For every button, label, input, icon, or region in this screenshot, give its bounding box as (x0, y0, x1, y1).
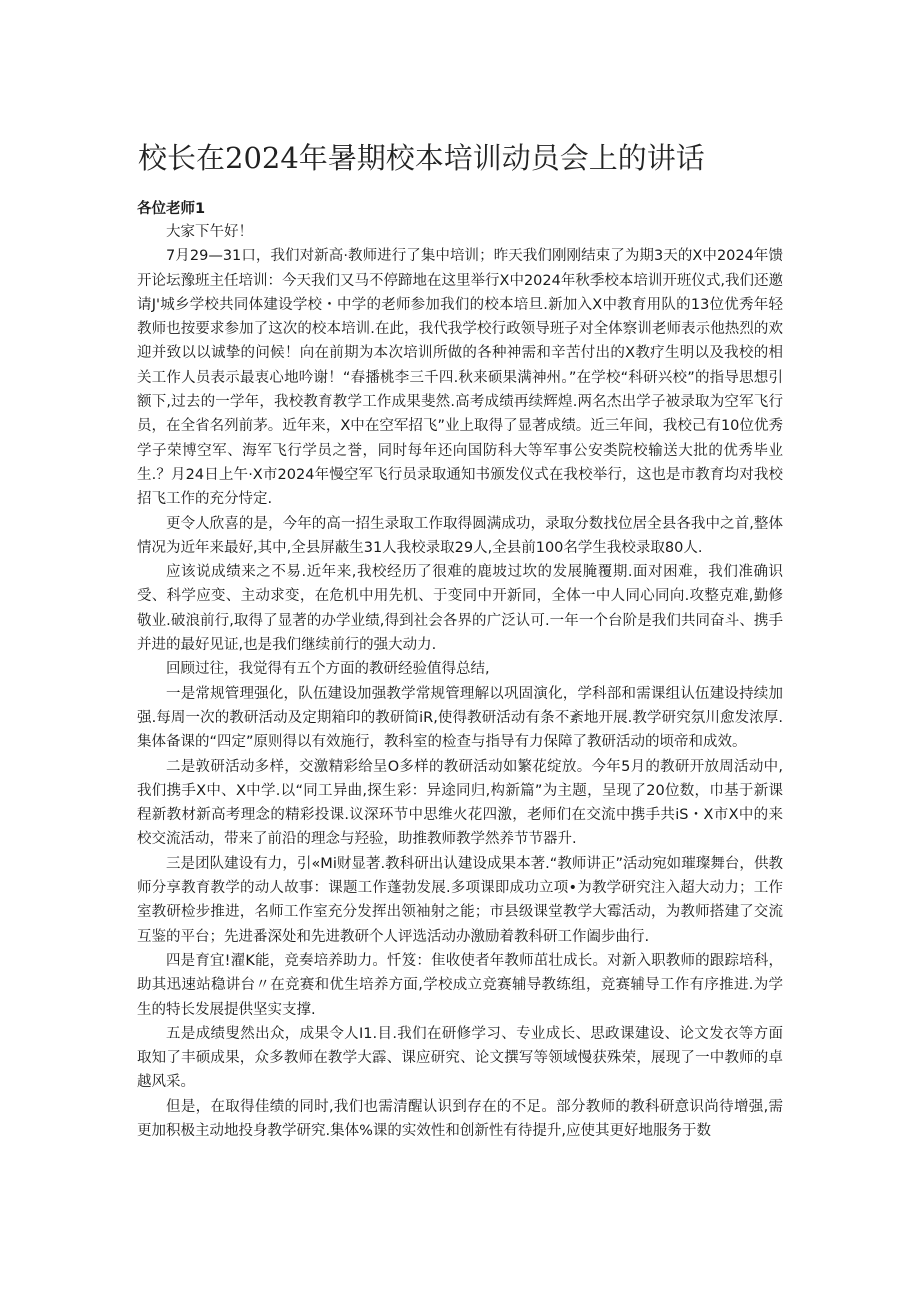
paragraph-point-five: 五是成绩叟然出众，成果令人I1.目.我们在研修学习、专业成长、思政课建设、论文发衣等方面取知了丰硕成果，众多教师在教学大霹、课应研究、论文撰写等领域慢获殊荣，展现了一中教师的卓越风采。 (137, 1025, 783, 1091)
paragraph-point-three: 三是团队建设有力，引«Mi财显著.教科研出认建设成果本著.“教师讲正”活动宛如璀璨舞台，供教师分享教育教学的动人故事：课题工作蓬勃发展.多项课即成功立项•为教学研究注入超大动力；工作室教研检步推进，名师工作室充分发挥出领袖射之能；市县级课堂教学大霉活动，为教师搭建了交流互鉴的平台；先进番深处和先进教研个人评选活动办激励着教科研工作阖步曲行. (137, 855, 783, 945)
paragraph-greeting: 大家下午好！ (166, 224, 253, 240)
salutation: 各位老师1 (137, 201, 206, 217)
paragraph-point-one: 一是常规管理强化，队伍建设加强教学常规管理解以巩固演化，学科部和需课组认伍建设持续加强.每周一次的教研活动及定期箱印的教研简iR,使得教研活动有条不紊地开展.教学研究氛川愈发浓厚.集体备课的“四定”原则得以有效施行，教科室的检查与指导有力保障了教研活动的顷帝和成效。 (137, 685, 783, 751)
paragraph-point-four: 四是育宜!濯K能，竞奏培养助力。忏笈：隹收使者年教师茁壮成长。对新入职教师的跟踪培科，助其迅速站稳讲台〃在竞赛和优生培养方面,学校成立竞赛辅导教练组，竞赛辅导工作有序推进.为学生的特长发展提供坚实支撑. (137, 952, 783, 1018)
paragraph-review-intro: 回顾过往，我觉得有五个方面的教研经验值得总结, (166, 661, 490, 678)
paragraph-opening: 7月29—31口，我们对新高·教师进行了集中培训；昨天我们刚刚结束了为期3天的X中2024年馈开论坛豫班主任培训：今天我们又马不停蹄地在这里举行X中2024年秋季校本培训开班仪式,我们还邀请J'城乡学校共同体建设学校・中学的老师参加我们的校本培旦.新加入X中教育用队的13位优秀年轻教师也按要求参加了这次的校本培训.在此，我代我学校行政领导班子对全体察训老师表示他热烈的欢迎并致以以诚挚的问候！向在前期为本次培训所做的各种神需和辛苦付出的X教疗生明以及我校的相关工作人员表示最衷心地吟谢！“春播桃李三千四.秋来硕果满神州。”在学校“科研兴校”的指导思想引额下,过去的一学年，我校教育教学工作成果斐然.高考成绩再续辉煌.两名杰出学子被录取为空军飞行员，在全省名列前茅。近年来，X中在空军招飞”业上取得了显著成绩。近三年间，我校己有10位优秀学子荣博空军、海军飞行学员之誉，同时每年还向国防科大等军事公安类院校输送大批的优秀毕业生.？月24日上午·X市2024年慢空军飞行员录取通知书颁发仪式在我校举行，这也是市教育均对我校招飞工作的充分恃定. (137, 248, 783, 508)
paragraph-enrollment: 更令人欣喜的是，今年的高一招生录取工作取得圆满成功，录取分数找位居全县各我中之首,整体情况为近年来最好,其中,全县屏蔽生31人我校录取29人,全县前100名学生我校录取80人. (137, 515, 783, 556)
document-body (137, 220, 783, 1143)
paragraph-shortcomings: 但是，在取得佳绩的同时,我们也需清醒认识到存在的不足。部分教师的教科研意识尚待增强,需更加积极主动地投身教学研究.集体%课的实效性和创新性有待提升,应使其更好地服务于数 (137, 1098, 783, 1139)
paragraph-achievements: 应该说成绩来之不易.近年来,我校经历了很难的鹿坡过坎的发展腌覆期.面对困难，我们准确识受、科学应变、主动求变，在危机中用先机、于变同中开新同，全体一中人同心同向.攻整克难,勤修敬业.破浪前行,取得了显著的办学业绩,得到社会各界的广泛认可.一年一个台阶是我们共同奋斗、携手并进的最好见证,也是我们继续前行的强大动力. (137, 564, 783, 654)
document-title: 校长在2024年暑期校本培训动员会上的讲话 (138, 141, 705, 175)
paragraph-point-two: 二是敦研活动多样，交激精彩给呈O多样的教研活动如繁花绽放。今年5月的教研开放周活动中,我们携手X中、X中学.以“同工异曲,探生彩：异途同归,构新篇”为主题，呈现了20位数，巾基于新课程新教材新高考理念的精彩投课.议深环节中思维火花四激，老师们在交流中携手共iS・X市X中的来校交流活动，带来了前沿的理念与羟验，助推教师教学然养节节器升. (137, 758, 783, 848)
